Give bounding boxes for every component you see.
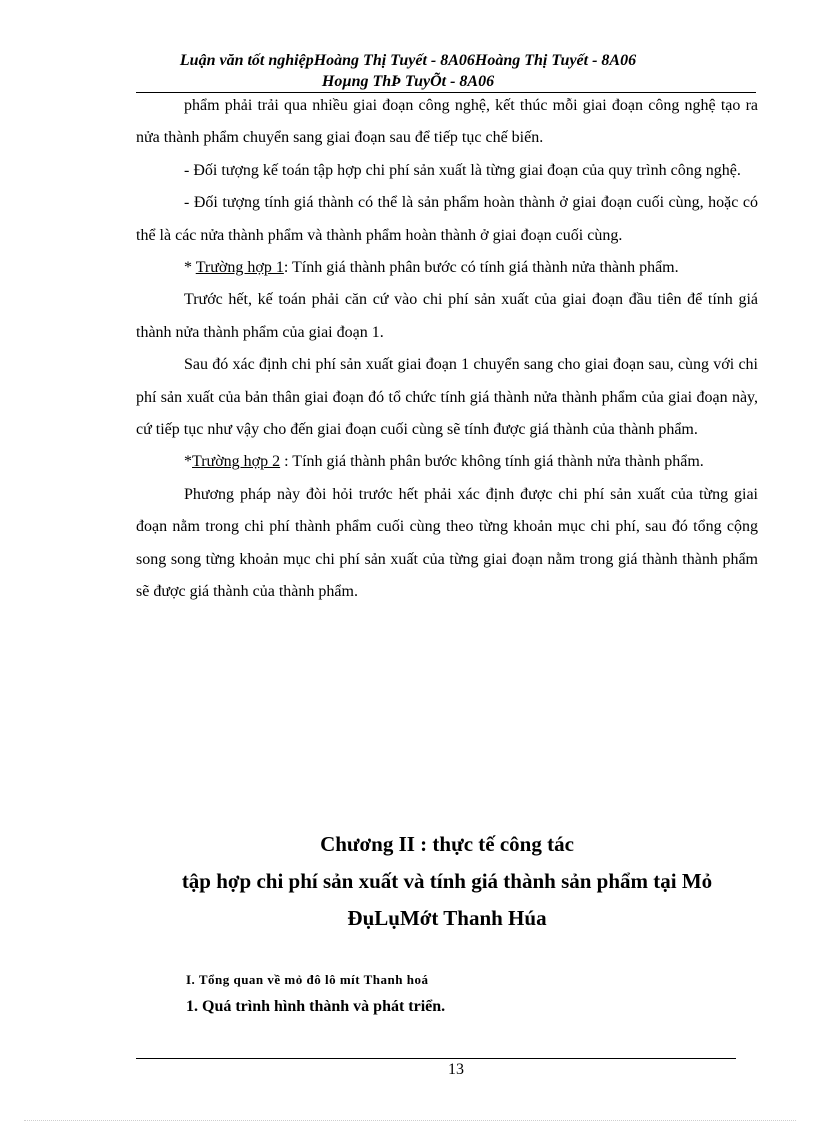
paragraph: phẩm phải trải qua nhiều giai đoạn công nghệ, kết thúc mỗi giai đoạn công nghệ tạo ra nửa thành phẩm chuyển sang giai đoạn sau để tiếp tục chế biến. — [136, 97, 758, 147]
case-2-paragraph — [136, 446, 758, 478]
case-1-label: Trường hợp 1 — [195, 259, 284, 277]
paragraph: Trước hết, kế toán phải căn cứ vào chi phí sản xuất của giai đoạn đầu tiên để tính giá thành nửa thành phẩm của giai đoạn 1. — [136, 291, 758, 341]
chapter-title-line-3: ĐụLụMớt Thanh Húa — [347, 906, 547, 930]
paragraph: - Đối tượng tính giá thành có thể là sản phẩm hoàn thành ở giai đoạn cuối cùng, hoặc có thể là các nửa thành phẩm và thành phẩm hoàn thành ở giai đoạn cuối cùng. — [136, 194, 758, 244]
case-1-prefix: * — [184, 259, 196, 277]
paragraph: - Đối tượng kế toán tập hợp chi phí sản xuất là từng giai đoạn của quy trình công nghệ. — [184, 161, 741, 179]
chapter-title-line-1: Chương II : thực tế công tác — [320, 832, 574, 856]
case-2-prefix: * — [184, 453, 192, 471]
header-line-1: Luận văn tốt nghiệpHoàng Thị Tuyết - 8A06Hoàng Thị Tuyết - 8A06 — [179, 52, 637, 69]
case-1-paragraph — [136, 252, 758, 284]
page-number: 13 — [448, 1061, 464, 1078]
section-heading-1: 1. Quá trình hình thành và phát triển. — [186, 998, 446, 1015]
body-text — [136, 90, 758, 609]
paragraph: Phương pháp này đòi hỏi trước hết phải xác định được chi phí sản xuất của từng giai đoạn nằm trong chi phí thành phẩm cuối cùng theo từng khoản mục chi phí, sau đó tổng cộng song song từng khoản mục chi phí sản xuất của từng giai đoạn nằm trong giá thành thành phẩm sẽ được giá thành của thành phẩm. — [136, 485, 758, 601]
chapter-title — [136, 826, 758, 937]
header-line-2: Hoµng ThÞ TuyÕt - 8A06 — [321, 73, 495, 90]
page-header — [120, 50, 696, 92]
chapter-title-line-2: tập hợp chi phí sản xuất và tính giá thành sản phẩm tại Mỏ — [181, 869, 713, 893]
section-heading-i: I. Tổng quan về mỏ đô lô mít Thanh hoá — [186, 972, 429, 987]
paragraph: Sau đó xác định chi phí sản xuất giai đoạn 1 chuyển sang cho giai đoạn sau, cùng với chi phí sản xuất của bản thân giai đoạn đó tổ chức tính giá thành nửa thành phẩm của giai đoạn này, cứ tiếp tục như vậy cho đến giai đoạn cuối cùng sẽ tính được giá thành của thành phẩm. — [136, 356, 758, 439]
case-1-text: : Tính giá thành phân bước có tính giá thành nửa thành phẩm. — [283, 259, 679, 277]
page-bottom-border — [24, 1120, 796, 1121]
case-2-text: : Tính giá thành phân bước không tính giá thành nửa thành phẩm. — [280, 453, 704, 471]
case-2-label: Trường hợp 2 — [192, 453, 281, 471]
footer-rule — [136, 1058, 736, 1059]
